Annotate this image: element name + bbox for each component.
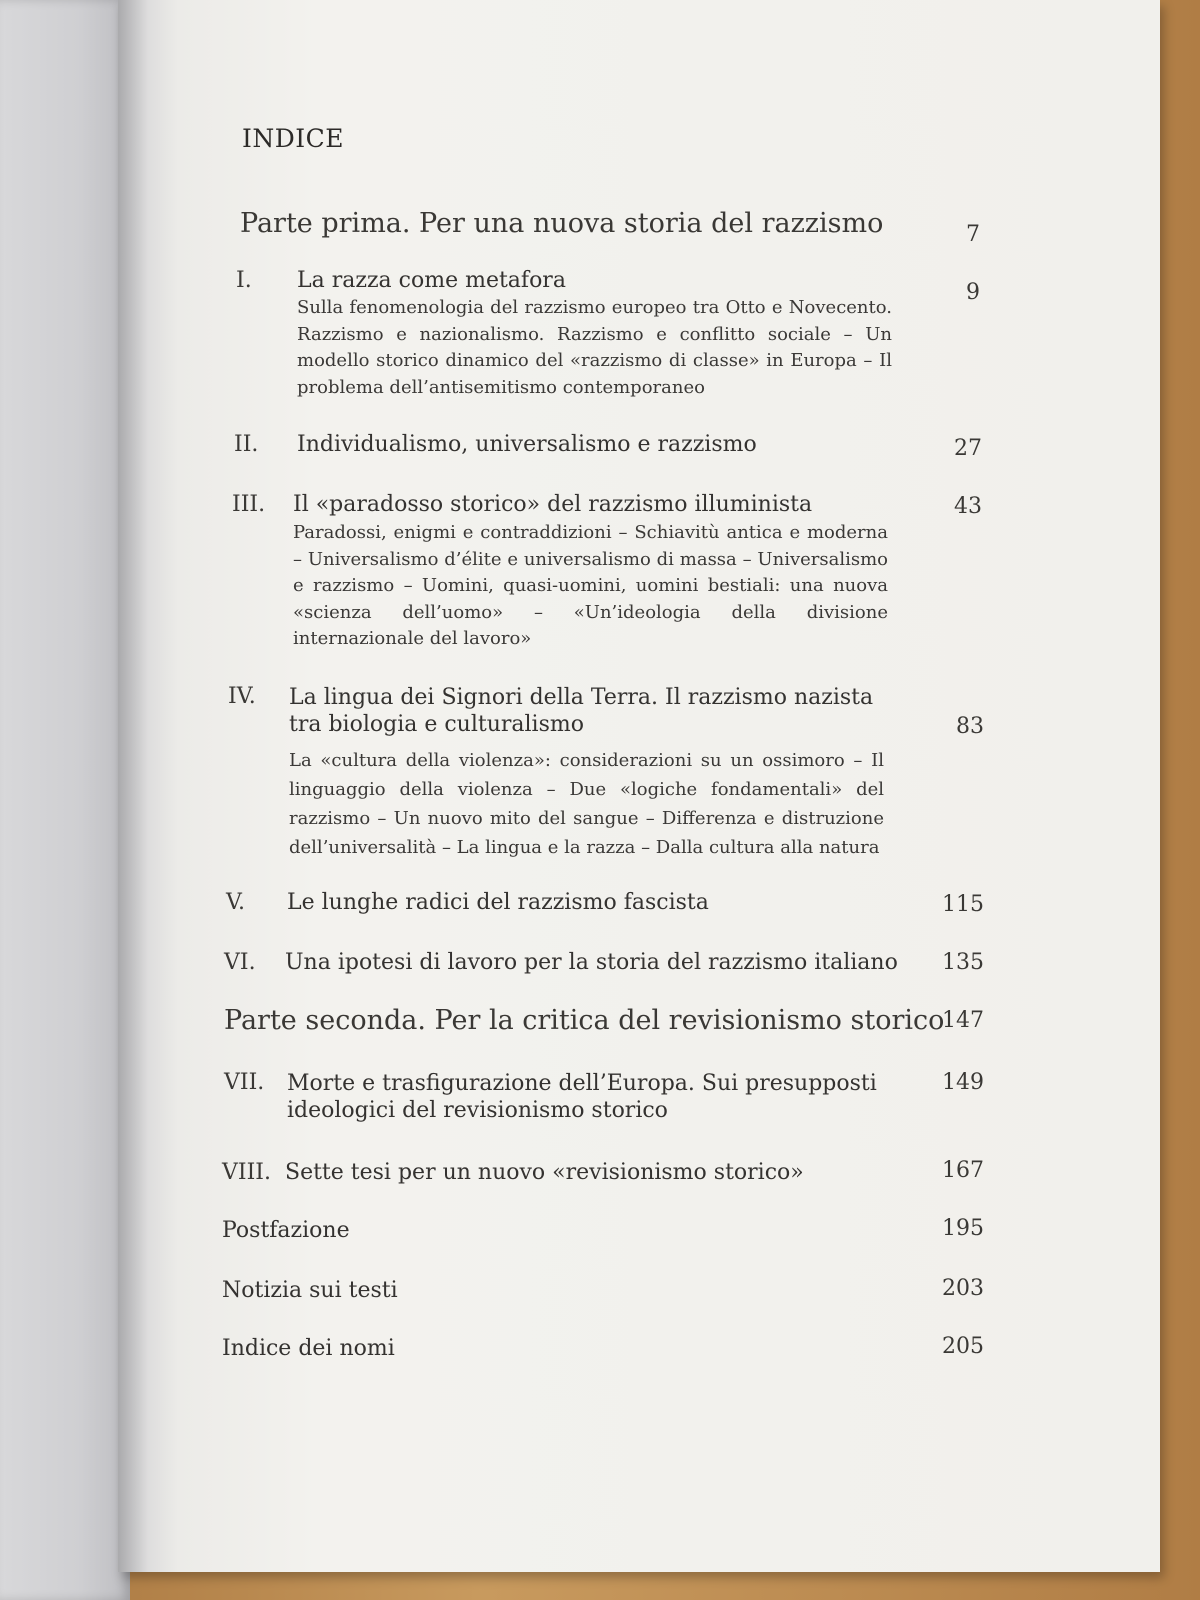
page-title: INDICE (242, 124, 345, 153)
page-number: 203 (942, 1276, 984, 1301)
chapter-title: La razza come metafora (297, 268, 566, 293)
chapter-number: III. (232, 492, 266, 517)
page-number: 147 (942, 1008, 984, 1033)
chapter-number: I. (236, 268, 252, 293)
back-matter-title: Indice dei nomi (222, 1336, 395, 1361)
page-number: 167 (942, 1158, 984, 1183)
page-number: 115 (942, 892, 984, 917)
chapter-number: II. (234, 432, 259, 457)
chapter-title: Il «paradosso storico» del razzismo illuminista (293, 492, 813, 517)
back-matter-title: Postfazione (222, 1218, 350, 1243)
chapter-number: VI. (224, 950, 256, 975)
chapter-number: VII. (224, 1070, 265, 1095)
chapter-number: V. (226, 890, 246, 915)
chapter-summary: La «cultura della violenza»: considerazioni su un ossimoro – Il linguaggio della violenza – Due «logiche fondamentali» del razzismo – Un nuovo mito del sangue – Differenza e distruzione dell’universalità – La lingua e la razza – Dalla cultura alla natura (289, 750, 884, 858)
chapter-summary: Paradossi, enigmi e contraddizioni – Schiavitù antica e moderna – Universalismo d’élite e universalismo di massa – Universalismo e razzismo – Uomini, quasi-uomini, uomini bestiali: una nuova «scienza dell’uomo» – «Un’ideologia della divisione internazionale del lavoro» (293, 522, 888, 649)
page-number: 205 (942, 1334, 984, 1359)
chapter-title: Individualismo, universalismo e razzismo (297, 432, 757, 457)
page-number: 149 (942, 1070, 984, 1095)
chapter-number: IV. (228, 684, 256, 709)
part-title: Parte seconda. Per la critica del revisionismo storico (224, 1005, 945, 1036)
page-number: 195 (942, 1216, 984, 1241)
page-number: 27 (954, 436, 982, 461)
gutter-shadow (118, 0, 148, 1572)
page-number: 135 (942, 950, 984, 975)
chapter-title: Le lunghe radici del razzismo fascista (287, 890, 709, 915)
chapter-title: La lingua dei Signori della Terra. Il razzismo nazista tra biologia e culturalismo (289, 685, 874, 737)
chapter-number: VIII. (222, 1160, 271, 1185)
page-number: 43 (954, 494, 982, 519)
page-number: 83 (956, 714, 984, 739)
part-title: Parte prima. Per una nuova storia del razzismo (240, 208, 884, 239)
back-matter-title: Notizia sui testi (222, 1278, 398, 1303)
chapter-title: Sette tesi per un nuovo «revisionismo storico» (285, 1160, 804, 1185)
page-number: 7 (966, 222, 980, 247)
chapter-summary: Sulla fenomenologia del razzismo europeo tra Otto e Novecento. Razzismo e nazionalismo. Razzismo e conflitto sociale – Un modello storico dinamico del «razzismo di classe» in Europa – Il problema dell’antisemitismo contemporaneo (297, 297, 892, 398)
facing-page (0, 0, 130, 1600)
chapter-title: Morte e trasfigurazione dell’Europa. Sui presupposti ideologici del revisionismo storico (287, 1071, 877, 1123)
chapter-title: Una ipotesi di lavoro per la storia del razzismo italiano (285, 950, 898, 975)
page-number: 9 (966, 280, 980, 305)
